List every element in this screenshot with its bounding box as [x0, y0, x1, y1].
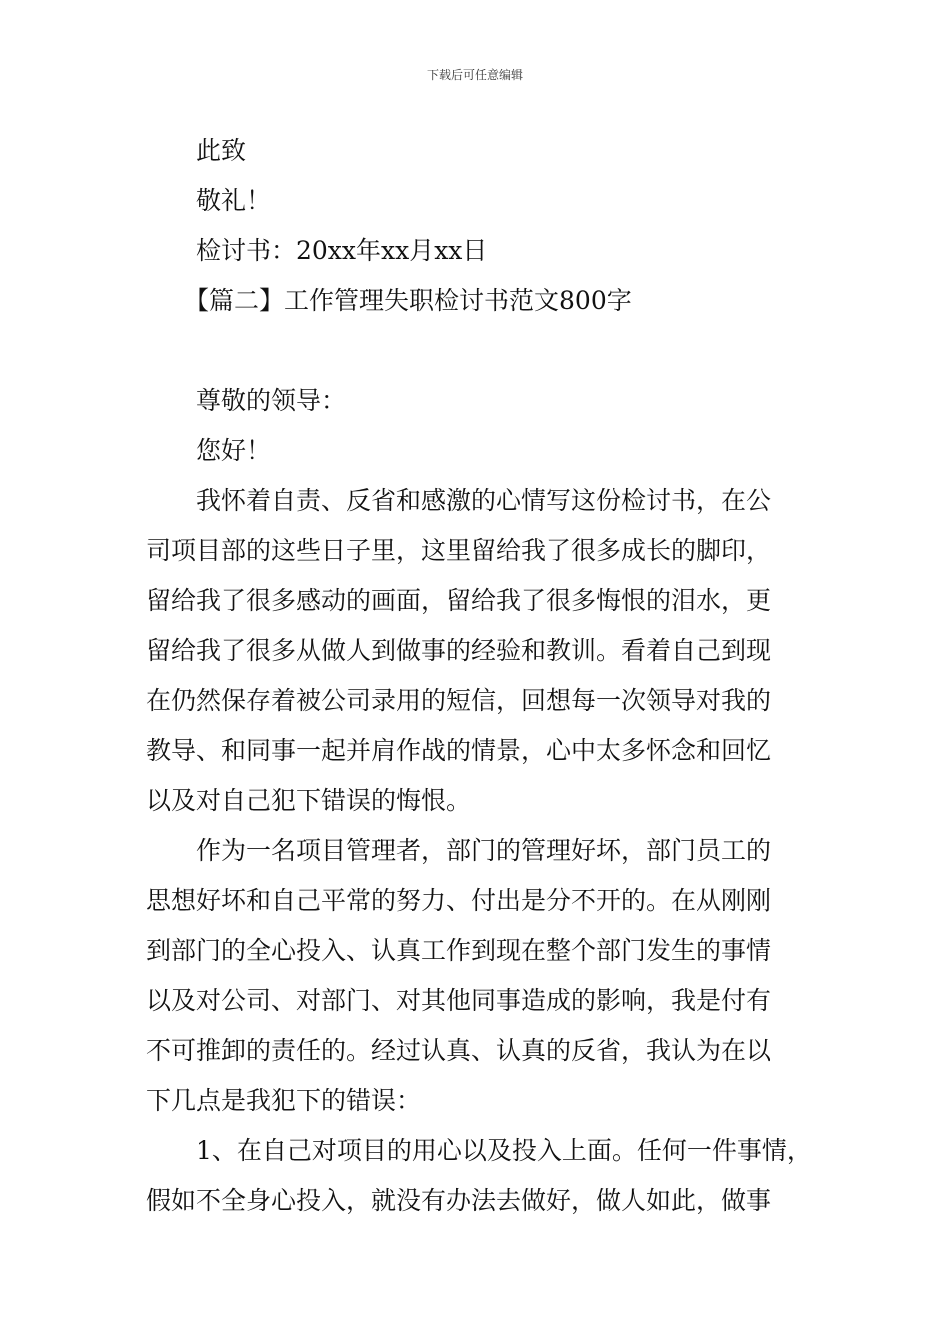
paragraph-row: 司项目部的这些日子里，这里留给我了很多成长的脚印， — [146, 536, 772, 565]
paragraph-row: 思想好坏和自己平常的努力、付出是分不开的。在从刚刚 — [146, 886, 772, 915]
closing-line-1: 此致 — [196, 136, 247, 165]
paragraph-2 — [146, 826, 806, 1126]
signature-date: 检讨书：20xx年xx月xx日 — [196, 236, 488, 265]
paragraph-row: 到部门的全心投入、认真工作到现在整个部门发生的事情 — [146, 936, 772, 965]
paragraph-row: 在仍然保存着被公司录用的短信，回想每一次领导对我的 — [146, 686, 772, 715]
paragraph-row: 留给我了很多感动的画面，留给我了很多悔恨的泪水，更 — [146, 586, 772, 615]
salutation: 尊敬的领导： — [196, 386, 347, 415]
paragraph-row: 不可推卸的责任的。经过认真、认真的反省，我认为在以 — [146, 1036, 772, 1065]
paragraph-3 — [146, 1126, 812, 1226]
paragraph-row: 以及对公司、对部门、对其他同事造成的影响，我是付有 — [146, 986, 772, 1015]
paragraph-row: 教导、和同事一起并肩作战的情景，心中太多怀念和回忆 — [146, 736, 772, 765]
paragraph-row: 下几点是我犯下的错误： — [146, 1086, 422, 1115]
paragraph-row: 以及对自己犯下错误的悔恨。 — [146, 786, 472, 815]
page-header: 下载后可任意编辑 — [426, 68, 523, 82]
paragraph-1 — [146, 476, 806, 826]
document-body — [146, 126, 826, 1226]
closing-line-2: 敬礼！ — [196, 186, 272, 215]
paragraph-row: 1、在自己对项目的用心以及投入上面。任何一件事情， — [196, 1136, 812, 1165]
paragraph-row: 我怀着自责、反省和感激的心情写这份检讨书，在公 — [196, 486, 772, 515]
paragraph-row: 假如不全身心投入，就没有办法去做好，做人如此，做事 — [146, 1186, 772, 1215]
section-title: 【篇二】工作管理失职检讨书范文800字 — [184, 286, 632, 315]
paragraph-row: 留给我了很多从做人到做事的经验和教训。看着自己到现 — [146, 636, 772, 665]
blank-line — [146, 326, 826, 376]
greeting-hello: 您好！ — [196, 436, 272, 465]
paragraph-row: 作为一名项目管理者，部门的管理好坏，部门员工的 — [196, 836, 772, 865]
